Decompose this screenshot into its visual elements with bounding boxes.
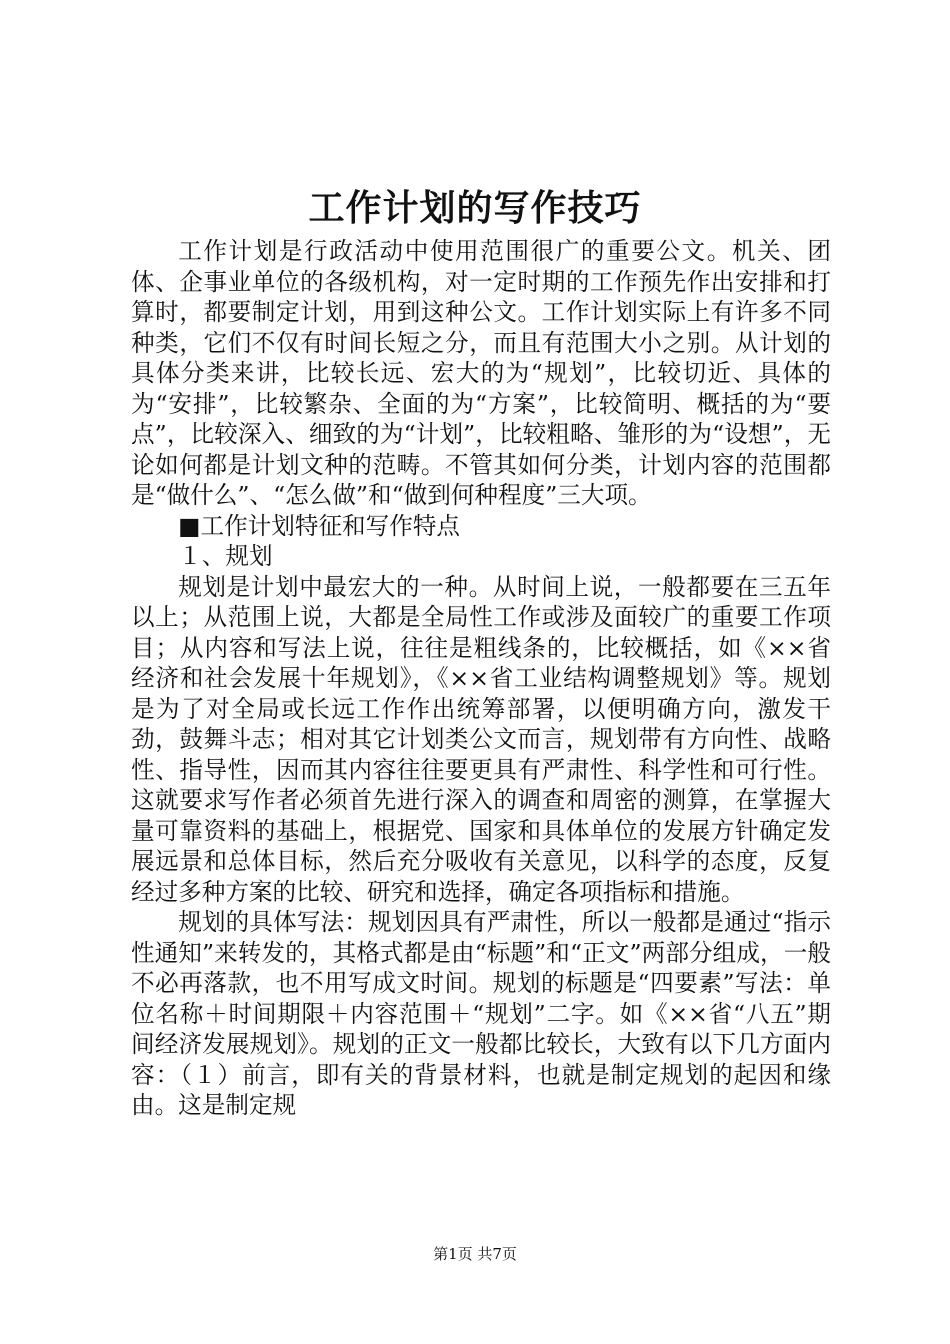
paragraph-planning-method: 规划的具体写法：规划因具有严肃性，所以一般都是通过“指示性通知”来转发的，其格式都是由“标题”和“正文”两部分组成，一般不必再落款，也不用写成文时间。规划的标题是“四要素”写法：单位名称＋时间期限＋内容范围＋“规划”二字。如《××省“八五”期间经济发展规划》。规划的正文一般都比较长，大致有以下几方面内容：（１）前言，即有关的背景材料，也就是制定规划的起因和缘由。这是制定规	[131, 908, 831, 1119]
document-title: 工作计划的写作技巧	[308, 187, 642, 229]
subsection-heading: １、规划	[178, 542, 273, 570]
section-heading: ■工作计划特征和写作特点	[178, 511, 461, 540]
paragraph-planning: 规划是计划中最宏大的一种。从时间上说，一般都要在三五年以上；从范围上说，大都是全局性工作或涉及面较广的重要工作项目；从内容和写法上说，往往是粗线条的，比较概括，如《××省经济和社会发展十年规划》，《××省工业结构调整规划》等。规划是为了对全局或长远工作作出统筹部署，以便明确方向，激发干劲，鼓舞斗志；相对其它计划类公文而言，规划带有方向性、战略性、指导性，因而其内容往往要更具有严肃性、科学性和可行性。这就要求写作者必须首先进行深入的调查和周密的测算，在掌握大量可靠资料的基础上，根据党、国家和具体单位的发展方针确定发展远景和总体目标，然后充分吸收有关意见，以科学的态度，反复经过多种方案的比较、研究和选择，确定各项指标和措施。	[131, 572, 831, 906]
paragraph-intro: 工作计划是行政活动中使用范围很广的重要公文。机关、团体、企事业单位的各级机构，对一定时期的工作预先作出安排和打算时，都要制定计划，用到这种公文。工作计划实际上有许多不同种类，它们不仅有时间长短之分，而且有范围大小之别。从计划的具体分类来讲，比较长远、宏大的为“规划”，比较切近、具体的为“安排”，比较繁杂、全面的为“方案”，比较简明、概括的为“要点”，比较深入、细致的为“计划”，比较粗略、雏形的为“设想”，无论如何都是计划文种的范畴。不管其如何分类，计划内容的范围都是“做什么”、“怎么做”和“做到何种程度”三大项。	[131, 237, 831, 509]
page-footer: 第1页 共7页	[433, 1245, 517, 1263]
document-body	[131, 236, 831, 1121]
